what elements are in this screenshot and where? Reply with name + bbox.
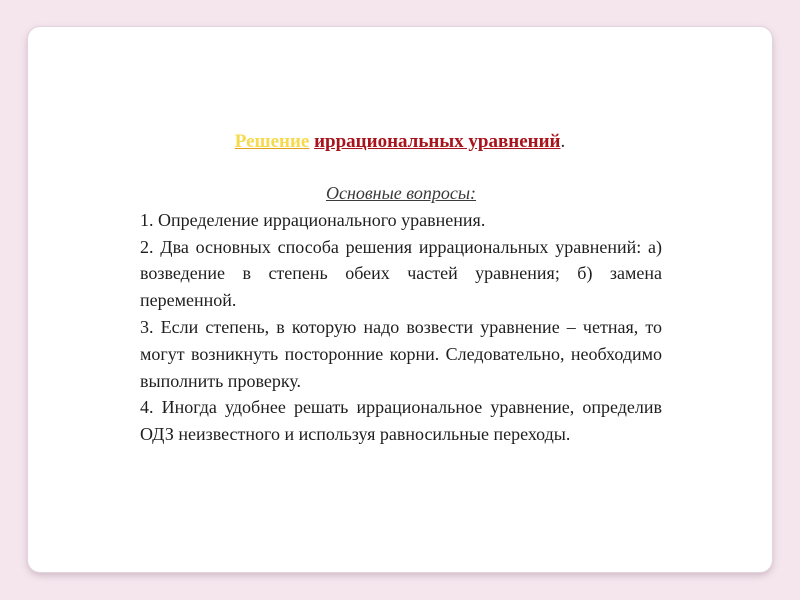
subtitle: Основные вопросы: bbox=[325, 183, 477, 203]
slide-title bbox=[0, 130, 800, 154]
list-item-3: 3. Если степень, в которую надо возвести уравнение – четная, то могут возникнуть посторонние корни. Следовательно, необходимо выполнить проверку. bbox=[140, 316, 662, 391]
list-item-4: 4. Иногда удобнее решать иррациональное уравнение, определив ОДЗ неизвестного и используя равносильные переходы. bbox=[140, 397, 662, 445]
list-item-2: 2. Два основных способа решения иррациональных уравнений: а) возведение в степень обеих частей уравнения; б) замена переменной. bbox=[140, 236, 662, 311]
title-part-1: Решение bbox=[234, 131, 310, 152]
list-item-1: 1. Определение иррационального уравнения. bbox=[140, 209, 486, 230]
title-period: . bbox=[560, 131, 566, 152]
title-part-2: иррациональных уравнений bbox=[314, 131, 561, 152]
slide-content bbox=[140, 180, 662, 448]
